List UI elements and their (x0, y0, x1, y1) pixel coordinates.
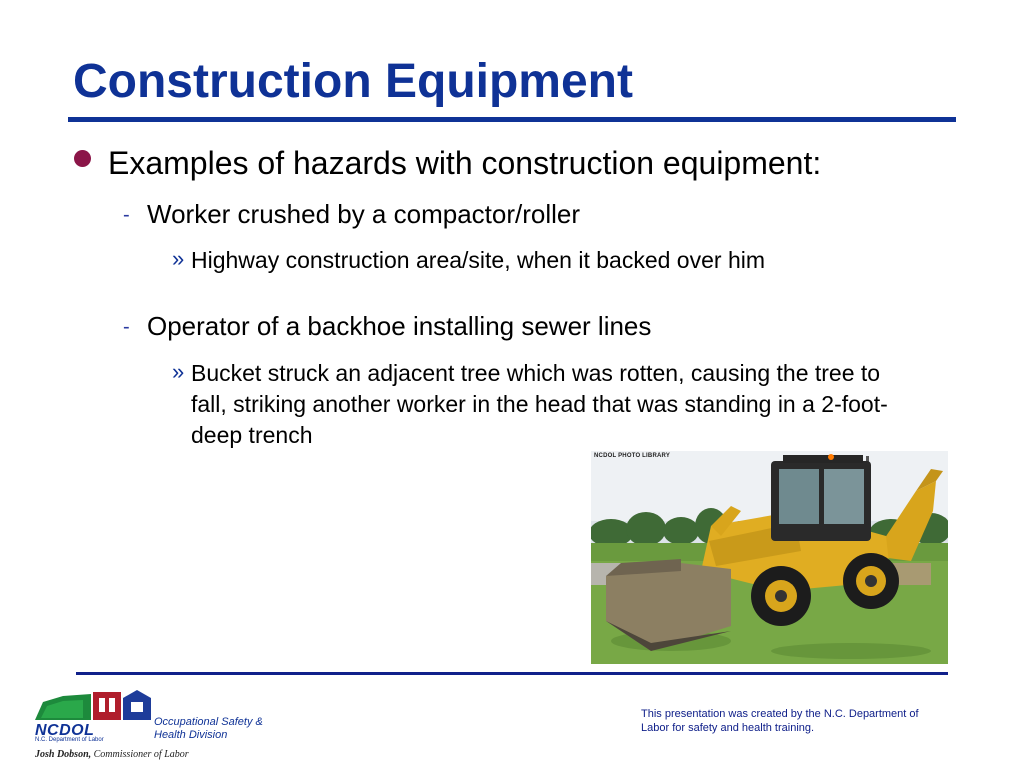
footer-divider (76, 672, 948, 675)
sub-bullet-1: Worker crushed by a compactor/roller (147, 199, 581, 229)
sub-bullet-marker: - (123, 204, 130, 226)
bullet-dot-icon (74, 150, 91, 167)
detail-1: Highway construction area/site, when it backed over him (191, 247, 766, 273)
photo-credit: NCDOL PHOTO LIBRARY (594, 453, 671, 459)
main-bullet: Examples of hazards with construction equipment: (108, 145, 822, 181)
backhoe-photo (591, 451, 948, 664)
logo-commissioner (35, 749, 189, 760)
title-underline (68, 117, 956, 122)
logo-dept-name: N.C. Department of Labor (35, 737, 104, 743)
ncdol-logo (33, 688, 263, 764)
logo-org-name: NCDOL (35, 722, 95, 739)
logo-division: Occupational Safety & Health Division (154, 716, 263, 741)
detail-marker: » (172, 246, 185, 271)
slide-title: Construction Equipment (73, 55, 633, 108)
commissioner-name: Josh Dobson, (35, 749, 92, 760)
footer-note: This presentation was created by the N.C. Department of Labor for safety and health training. (641, 708, 919, 734)
sub-bullet-2: Operator of a backhoe installing sewer lines (147, 311, 652, 341)
sub-bullet-marker: - (123, 316, 130, 338)
detail-marker: » (172, 359, 185, 384)
detail-2: Bucket struck an adjacent tree which was rotten, causing the tree to fall, striking another worker in the head that was standing in a 2-foot-deep trench (191, 360, 888, 448)
commissioner-title: Commissioner of Labor (93, 749, 189, 760)
